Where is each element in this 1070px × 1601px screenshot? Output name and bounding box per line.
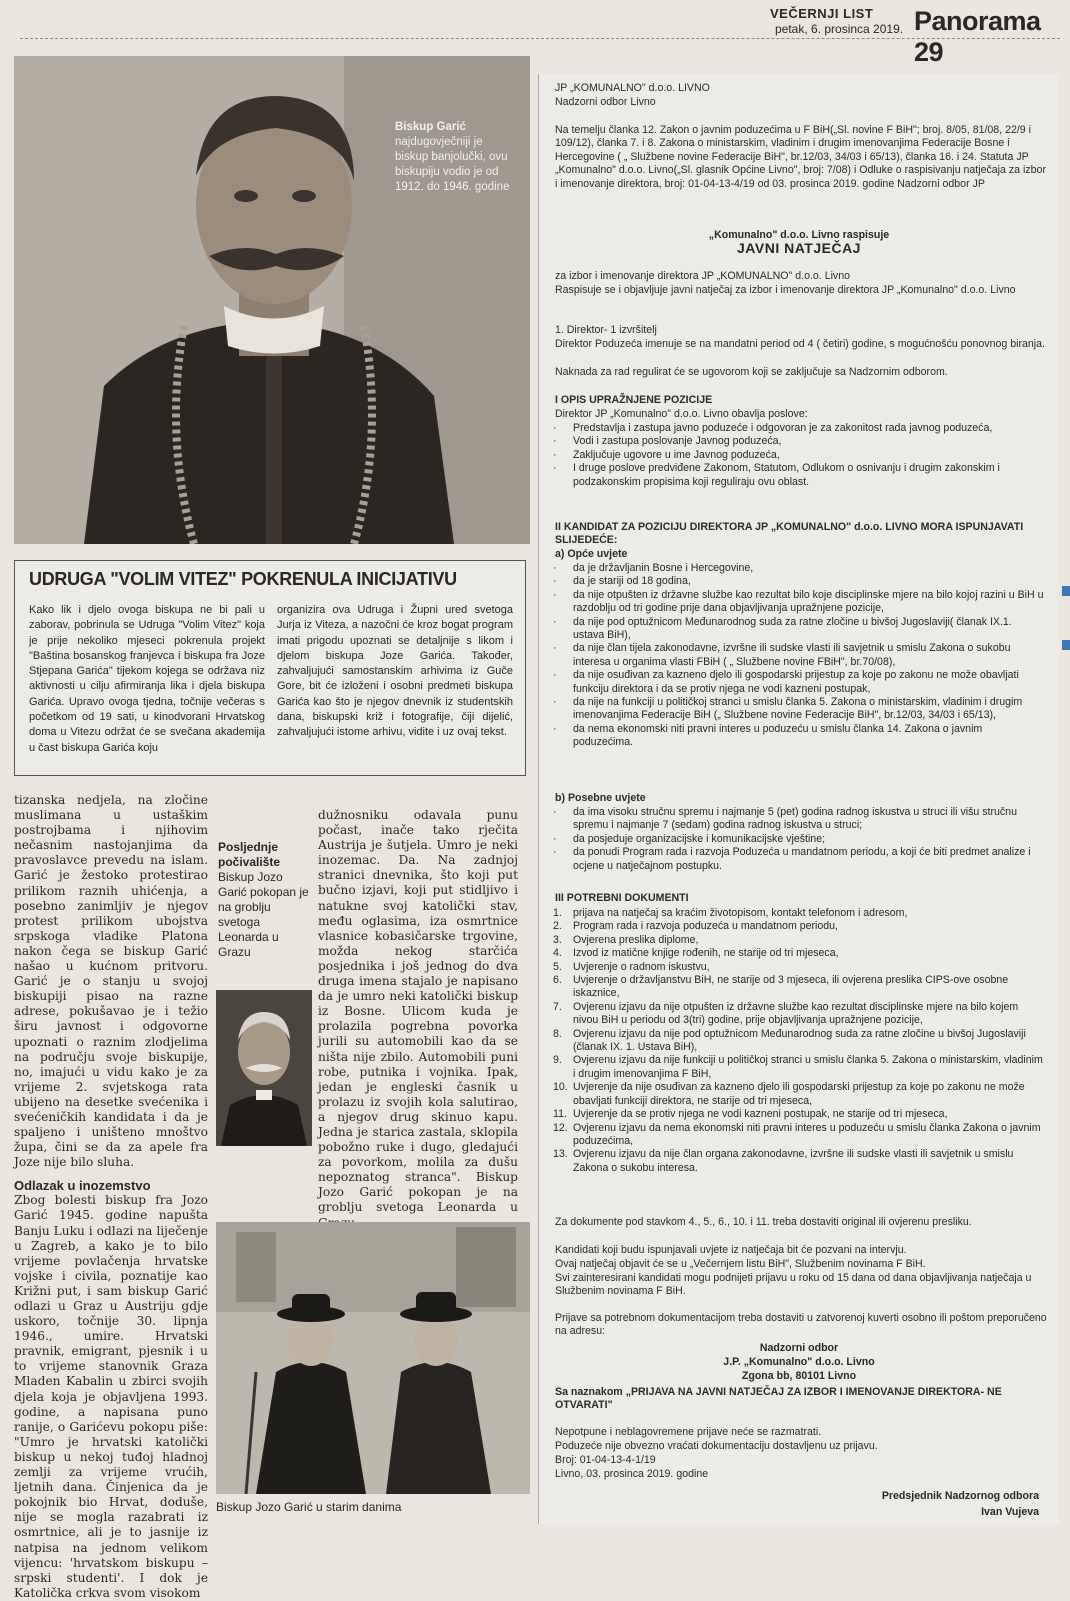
list-item-text: da ponudi Program rada i razvoja Poduzeća u mandatnom periodu, a koji će biti predmet analize i ocjene u natječajnom postupku. (573, 846, 1031, 872)
list-bullet: · (553, 615, 557, 628)
list-item-text: Program rada i razvoja poduzeća u mandatnom periodu, (573, 920, 838, 933)
list-item-text: da nije član tijela zakonodavne, izvršne ili sudske vlasti ili savjetnik u smislu Zakona o sukobu interesa u organima vlasti FBiH ( „ Službene novine FBiH", br.70/08), (573, 642, 1011, 668)
list-bullet: · (553, 669, 557, 682)
notice-list-item (553, 449, 1045, 462)
notice-list-item (553, 462, 1045, 489)
documents-note: Za dokumente pod stavkom 4., 5., 6., 10. i 11. treba dostaviti original ili ovjerenu presliku. (555, 1216, 972, 1228)
notice-announcer: „Komunalno" d.o.o. Livno raspisuje (708, 229, 890, 241)
article-subheading: Odlazak u inozemstvo (14, 1178, 151, 1194)
signature-name: Ivan Vujeva (981, 1506, 1039, 1518)
notice-list-item (553, 562, 1045, 575)
list-item-text: da posjeduje organizacijske i komunikacijske vještine; (573, 832, 826, 845)
list-number: 13. (553, 1148, 568, 1161)
section-1-title: I OPIS UPRAŽNJENE POZICIJE (555, 394, 713, 406)
list-bullet: · (553, 642, 557, 655)
envelope-mark: Sa naznakom „PRIJAVA NA JAVNI NATJEČAJ ZA IZBOR I IMENOVANJE DIREKTORA- NE OTVARATI" (555, 1386, 1002, 1412)
info-box-column-1: Kako lik i djelo ovoga biskupa ne bi pali u zaborav, pobrinula se Udruga "Volim Vitez" koja je prije nekoliko mjeseci pokrenula projekt "Baština bosanskog franjevca i biskupa fra Joze Stjepana Garića" tijekom kojega se održava niz aktivnosti u cilju afirmiranja lika i djela biskupa Garića. Upravo ovoga tjedna, točnije večeras s početkom od 19 sati, u kinodvorani Hrvatskog doma u Vitezu održat će se svečana akademija u čast biskupa Garića koju (29, 604, 265, 754)
notice-list-item (553, 961, 1045, 974)
notice-director-count: 1. Direktor- 1 izvršitelj (555, 324, 657, 336)
list-bullet: · (553, 435, 557, 448)
list-bullet: · (553, 562, 557, 574)
article-paragraph: Zbog bolesti biskup fra Jozo Garić 1945. godine napušta Banju Luku i odlazi na liječenje u Zagreb, a kako je to bilo vrijeme povlačenja hrvatske vojske i civila, poznatije kao Križni put, i sam biskup Garić odlazi u Graz u Austriju gdje uskoro, točnije 30. lipnja 1946., umire. Hrvatski pravnik, emigrant, pjesnik i u to vrijeme stanovnik Graza Mladen Kabalin u zbirci svojih djela koja je objavljena 1993. godine, a napisana puno ranije, o Garićevu pokopu piše: "Umro je hrvatski katolički biskup u nekoj tuđoj hladnoj zemlji za vrijeme vrućih, ljetnih dana. Činjenica da je pokojnik bio Hrvat, doduše, nije se mogla razabrati iz osmrtnice, ali je to jasnije iz natpisa na jednom velikom vijencu: 'hrvatskom biskupu – srpski studenti'. I dok je Katolička crkva svom visokom (14, 1193, 208, 1600)
list-item-text: da nije pod optužnicom Međunarodnog suda za ratne zločine u bivšoj Jugoslaviji( članak IX.1. ustava BiH), (573, 615, 1012, 642)
list-number: 7. (553, 1000, 562, 1013)
list-item-text: Uvjerenje da se protiv njega ne vodi kazneni postupak, ne starije od tri mjeseca, (573, 1108, 948, 1121)
signature-title: Predsjednik Nadzornog odbora (881, 1490, 1039, 1502)
list-item-text: da ima visoku stručnu spremu i najmanje 5 (pet) godina radnog iskustva u struci ili višu stručnu spremu i najmanje 7 (sedam) godina radnog iskustva u struci; (573, 806, 1017, 832)
publication-note: Ovaj natječaj objavit će se u „Večernjem listu BiH", Službenim novinama F BiH. (555, 1258, 926, 1270)
list-bullet: · (553, 575, 557, 588)
notice-for-selection: za izbor i imenovanje direktora JP „KOMUNALNO" d.o.o. Livno (555, 270, 851, 282)
list-item-text: prijava na natječaj sa kraćim životopisom, kontakt telefonom i adresom, (573, 907, 908, 919)
edge-color-mark (1062, 586, 1070, 596)
notice-list-item (553, 1108, 1045, 1121)
list-number: 6. (553, 974, 562, 987)
list-item-text: Ovjerena preslika diplome, (573, 933, 699, 946)
list-item-text: Uvjerenje o državljanstvu BiH, ne starije od 3 mjeseca, ili ovjerena preslika CIPS-ove osobne iskaznice, (573, 974, 1009, 1000)
list-number: 1. (553, 907, 562, 919)
address-line-3: Zgona bb, 80101 Livno (741, 1370, 857, 1382)
list-item-text: Ovjerenu izjavu da nije pod optužnicom Međunarodnog suda za ratne zločine u bivšoj Jugoslaviji (članak IX. 1. Ustava BiH), (573, 1027, 1026, 1054)
list-number: 11. (553, 1108, 567, 1121)
notice-list-item (553, 1081, 1045, 1108)
place-date: Livno, 03. prosinca 2019. godine (555, 1468, 709, 1480)
bishop-old-age-illustration (216, 1222, 530, 1494)
notice-list-item (553, 1122, 1045, 1149)
bishop-painting-illustration (216, 990, 312, 1146)
list-item-text: Ovjerenu izjavu da nije otpušten iz državne službe kao rezultat disciplinske mjere na bilo kojem nivou BiH u periodu od 3(tri) godine, prije objavljivanja upražnjene pozicije, (573, 1000, 1019, 1027)
info-box-column-2: organizira ova Udruga i Župni ured svetoga Jurja iz Viteza, a nazočni će kroz bogat program imati prigodu upoznati se detaljnije s likom i djelom biskupa Joze Garića. Također, zahvaljujući samostanskim arhivima iz Guče Gore, bit će izloženi i osobni predmeti biskupa Garića kao što je njegov dnevnik iz studentskih dana, biskupski križ i fotografije, čiji dijelić, zahvaljujući istome arhivu, vidite i uz ovaj tekst. (277, 604, 513, 739)
notice-intro: Na temelju članka 12. Zakon o javnim poduzećima u F BiH(„Sl. novine F BiH"; broj. 8/05, 81/08, 22/9 i 109/12), članka 7. i 8. Zakona o ministarskim, vladinim i drugim imenovanjima Federacije Bosne i Hercegovine ( „ Službene novine Federacije BiH", br.12/03, 34/03 i 65/13), članka 16. i 24. Statuta JP „Komunalno" d.o.o. Livno(„Sl. glasnik Općine Livno", broj: 7/08) i Odluke o raspisivanju natječaja za izbor i imenovanje direktora, broj: 01-04-13-4/19 od 03. prosinca 2019. godine Nadzorni odbor JP (555, 124, 1046, 190)
list-bullet: · (553, 722, 557, 735)
notice-announcement-text: Raspisuje se i objavljuje javni natječaj za izbor i imenovanje direktora JP „Komunalno" d.o.o. Livno (555, 284, 1016, 296)
notice-list-item (553, 806, 1045, 833)
list-item-text: Vodi i zastupa poslovanje Javnog poduzeća, (573, 435, 782, 448)
address-line-2: J.P. „Komunalno" d.o.o. Livno (723, 1356, 875, 1368)
list-bullet: · (553, 588, 557, 601)
notice-list-item (553, 616, 1045, 643)
bottom-photo-caption: Biskup Jozo Garić u starim danima (216, 1500, 402, 1514)
list-number: 12. (553, 1121, 568, 1134)
notice-list-item (553, 974, 1045, 1001)
notice-list-item (553, 833, 1045, 846)
side-caption-title: Posljednje počivalište (218, 840, 281, 869)
list-item-text: da nije otpušten iz državne službe kao rezultat bilo koje disciplinske mjere na bilo kojoj razini u BiH u razdoblju od tri godine prije dana objavljivanja upražnjene pozicije, (573, 588, 1044, 615)
portrait-caption (395, 120, 510, 195)
info-box-title: UDRUGA "VOLIM VITEZ" POKRENULA INICIJATIVU (29, 569, 457, 589)
public-tender-notice (538, 74, 1059, 1524)
list-item-text: Izvod iz matične knjige rođenih, ne starije od tri mjeseca, (573, 947, 839, 960)
list-item-text: da je državljanin Bosne i Hercegovine, (573, 562, 754, 574)
section-2b-list (553, 806, 1045, 873)
notice-org: JP „KOMUNALNO" d.o.o. LIVNO (555, 82, 710, 94)
notice-list-item (553, 907, 1045, 920)
section-page: Panorama 29 (914, 6, 1041, 67)
notice-list-item (553, 934, 1045, 947)
list-bullet: · (553, 832, 557, 845)
notice-list-item (553, 1148, 1045, 1175)
side-caption-text: Biskup Jozo Garić pokopan je na groblju svetoga Leonarda u Grazu (218, 870, 309, 959)
header-rule (20, 38, 1060, 39)
notice-compensation: Naknada za rad regulirat će se ugovorom koji se zaključuje sa Nadzornim odborom. (555, 366, 948, 378)
list-item-text: I druge poslove predviđene Zakonom, Statutom, Odlukom o osnivanju i drugim zakonskim i podzakonskim propisima koji reguliraju ovu oblast. (573, 462, 1000, 488)
section-3-title: III POTREBNI DOKUMENTI (555, 892, 689, 904)
list-number: 3. (553, 933, 562, 946)
list-item-text: da nije osuđivan za kazneno djelo ili gospodarski prijestup za koje po zakonu ne može obavljati funkciju direktora i da se protiv njega ne vodi kazneni postupak, (573, 669, 1019, 695)
list-bullet: · (553, 422, 557, 434)
section-2-title: II KANDIDAT ZA POZICIJU DIREKTORA JP „KOMUNALNO" d.o.o. LIVNO MORA ISPUNJAVATI SLIJEDEĆE: (555, 521, 1024, 547)
list-item-text: Zaključuje ugovore u ime Javnog poduzeća, (573, 448, 780, 461)
section-2a-list (553, 562, 1045, 750)
issue-date: petak, 6. prosinca 2019. (775, 22, 904, 36)
submission-note: Prijave sa potrebnom dokumentacijom treba dostaviti u zatvorenoj kuverti osobno ili poštom preporučeno na adresu: (555, 1312, 1047, 1338)
notice-list-item (553, 435, 1045, 448)
notice-list-item (553, 1001, 1045, 1028)
side-photo-caption (218, 840, 310, 960)
list-item-text: Ovjerenu izjavu da nije član organa zakonodavne, izvršne ili sudske vlasti ili savjetnik u smislu Zakona o sukobu interesa. (573, 1148, 1014, 1174)
return-note: Poduzeće nije obvezno vraćati dokumentaciju dostavljenu uz prijavu. (555, 1440, 878, 1452)
article-column-1 (14, 793, 208, 1601)
info-box (14, 560, 526, 776)
list-number: 5. (553, 960, 562, 973)
section-1-intro: Direktor JP „Komunalno" d.o.o. Livno obavlja poslove: (555, 408, 808, 420)
list-bullet: · (553, 806, 557, 818)
list-item-text: da nema ekonomski niti pravni interes u poduzeću u smislu članka 14. Zakona o javnim poduzećima. (573, 722, 983, 749)
edge-color-mark (1062, 640, 1070, 650)
notice-list-item (553, 642, 1045, 669)
notice-list-item (553, 1028, 1045, 1055)
list-item-text: da je stariji od 18 godina, (573, 575, 691, 588)
article-column-2 (318, 808, 518, 1231)
candidates-note: Kandidati koji budu ispunjavali uvjete iz natječaja bit će pozvani na intervju. (555, 1244, 907, 1256)
list-number: 8. (553, 1027, 562, 1040)
notice-list-item (553, 696, 1045, 723)
list-number: 2. (553, 920, 562, 933)
list-item-text: Uvjerenje o radnom iskustvu, (573, 960, 710, 973)
list-item-text: Ovjerenu izjavu da nema ekonomski niti pravni interes u poduzeću u smislu članka Zakona o javnim poduzećima, (573, 1121, 1041, 1147)
notice-list-item (553, 947, 1045, 960)
newspaper-name: VEČERNJI LIST (770, 6, 874, 21)
address-line-1: Nadzorni odbor (759, 1342, 839, 1354)
notice-list-item (553, 723, 1045, 750)
reference-number: Broj: 01-04-13-4-1/19 (555, 1454, 656, 1466)
notice-list-item (553, 1054, 1045, 1081)
notice-list-item (553, 575, 1045, 588)
list-item-text: da nije na funkciji u političkoj stranci u smislu članka 5. Zakona o ministarskim, vladinim i drugim imenovanjima Federacije BiH („ Službene novine Federacije BiH", br.12/03, 34/03 i 65/13), (573, 696, 1023, 722)
section-2a-title: a) Opće uvjete (555, 548, 628, 560)
list-bullet: · (553, 448, 557, 461)
notice-board: Nadzorni odbor Livno (555, 96, 656, 108)
list-bullet: · (553, 696, 557, 709)
bishop-painting-photo (216, 990, 312, 1146)
portrait-caption-text: najdugovječniji je biskup banjolučki, ovu biskupiju vodio je od 1912. do 1946. godine (395, 136, 510, 193)
list-bullet: · (553, 462, 557, 475)
notice-list-item (553, 669, 1045, 696)
portrait-caption-name: Biskup Garić (395, 121, 466, 133)
notice-list-item (553, 846, 1045, 873)
section-2b-title: b) Posebne uvjete (555, 792, 646, 804)
list-number: 4. (553, 947, 562, 960)
notice-title: JAVNI NATJEČAJ (737, 240, 861, 256)
list-item-text: Ovjerenu izjavu da nije funkciji u političkoj stranci u smislu članka 5. Zakona o ministarskim, vladinim i drugim imenovanjima F BiH, (573, 1054, 1043, 1080)
incomplete-note: Nepotpune i neblagovremene prijave neće se razmatrati. (555, 1426, 822, 1438)
list-bullet: · (553, 846, 557, 859)
section-1-list (553, 422, 1045, 489)
notice-list-item (553, 422, 1045, 435)
notice-director-term: Direktor Poduzeća imenuje se na mandatni period od 4 ( četiri) godine, s mogućnošću ponovnog biranja. (555, 338, 1045, 350)
article-paragraph: dužnosniku odavala punu počast, inače tako rječita Austrija je šutjela. Umro je neki inozemac. Da. Na zadnjoj stranici dnevnika, što koji put bučno izjavi, koji put stidljivo i natukne svoj katolički stav, među oglasima, iza osmrtnice vlasnice kobasičarske trgovine, možda nekog starčića posjednika i još jednog do dva druga imena stajalo je napisano da je umro neki katolički biskup iz Bosne. Ulicom kuda je prolazila pogrebna povorka jurili su automobili kao da se ništa nije zbilo. Automobili puni robe, putnika i vojnika. Ipak, jedan je engleski časnik u prolazu iz svojih kola salutirao, a njegov drug skinuo kapu. Jedna je starica zastala, sklopila pobožno ruke i dugo, gledajući za povorkom, molila za dušu nepoznatog stranca". Biskup Jozo Garić pokopan je na groblju svetoga Leonarda u (318, 808, 518, 1215)
bishop-old-age-photo (216, 1222, 530, 1494)
list-number: 10. (553, 1081, 568, 1094)
list-item-text: Uvjerenje da nije osuđivan za kazneno djelo ili gospodarski prijestup za koje po zakonu ne može obavljati funkciji direktora, ne starije od tri mjeseca, (573, 1081, 1025, 1107)
notice-list-item (553, 920, 1045, 933)
article-paragraph: tizanska nedjela, na zločine muslimana u ustaškim postrojbama i njihovim nečasnim nastojanjima da pravoslavce prevedu na islam. Garić je žestoko protestirao prilikom raznih uhićenja, a posebno zanimljiv je njegov protest prilikom ubojstva srpskoga vladike Platona nakon čega se biskup Garić našao u kućnom pritvoru. Garić je o stanju u svojoj biskupiji pisao na razne adrese, pokušavao je i težio širu javnost i odgovorne upoznati o raznim zlodjelima na području svoje biskupije, no, imajući u vidu kako je za vrijeme 2. svjetskoga rata ubijeno na desetke svećenika i svećeničkih kandidata i da je spaljeno i uništeno mnoštvo župa, čini se da za apele fra Joze nije bilo sluha. (14, 793, 208, 1170)
deadline-note: Svi zainteresirani kandidati mogu podnijeti prijavu u roku od 15 dana od dana objavljivanja natječaja u Službenim novinama F BiH. (555, 1272, 1032, 1298)
list-item-text: Predstavlja i zastupa javno poduzeće i odgovoran je za zakonitost rada javnog poduzeća, (573, 422, 993, 434)
section-3-list (553, 907, 1045, 1175)
list-number: 9. (553, 1054, 562, 1067)
notice-list-item (553, 589, 1045, 616)
